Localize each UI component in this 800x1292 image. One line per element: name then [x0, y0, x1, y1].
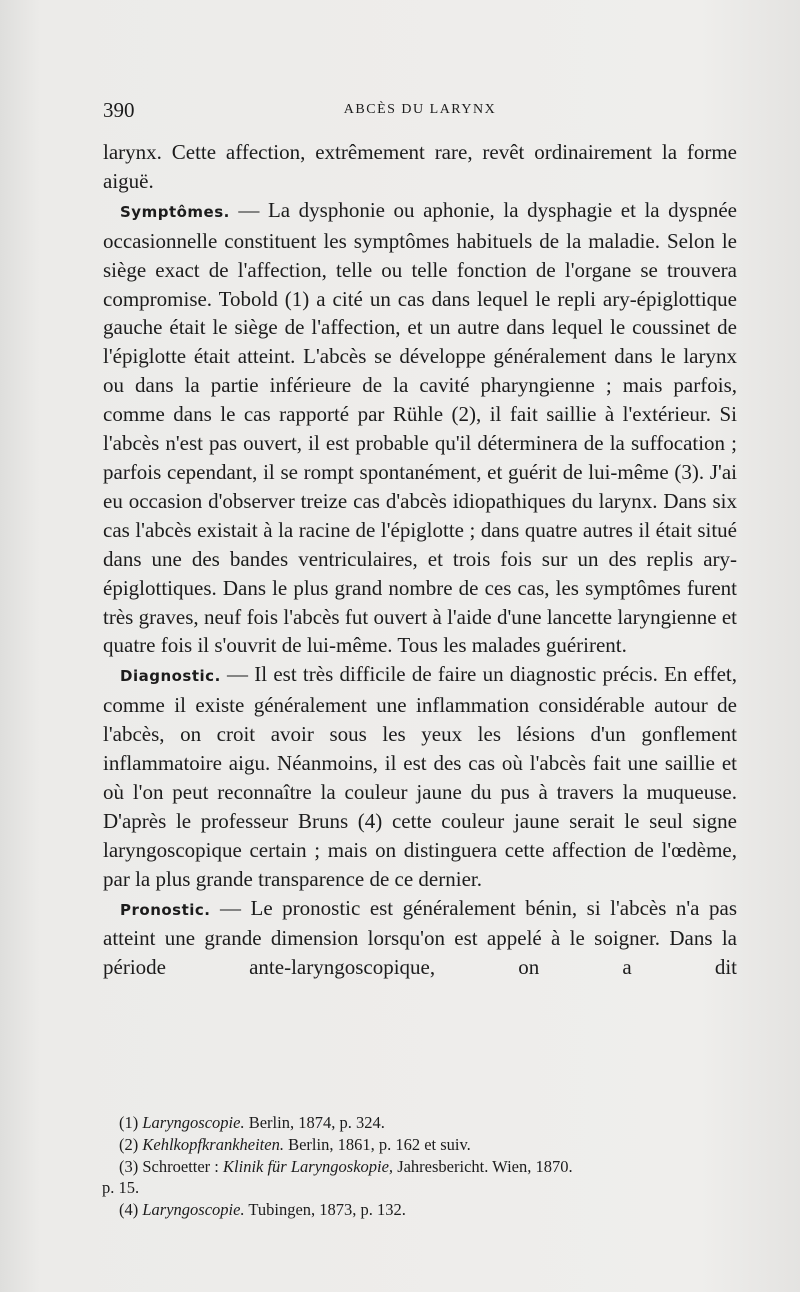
footnote-marker: (3): [119, 1156, 139, 1176]
footnote-details: Tubingen, 1873, p. 132.: [244, 1200, 406, 1220]
paragraph-intro: [103, 138, 737, 196]
footnote-title: Laryngoscopie.: [142, 1200, 245, 1220]
footnote-2: [119, 1134, 737, 1156]
paragraph-symptomes: [103, 196, 737, 661]
footnote-continuation: p. 15.: [102, 1178, 140, 1198]
footnote-marker: (2): [119, 1134, 139, 1154]
running-head: ABCÈS DU LARYNX: [343, 102, 497, 117]
paragraph-text: — Le pronostic est généralement bénin, si l'abcès n'a pas atteint une grande dimension lorsqu'on est appelé à le soigner. Dans la période ante-laryngoscopique, on a dit: [103, 895, 737, 980]
paragraph-text: — Il est très difficile de faire un diagnostic précis. En effet, comme il existe généralement une inflammation considérable autour de l'abcès, on croit avoir sous les yeux les lésions d'un gonflement inflammatoire aigu. Néanmoins, il est des cas où l'abcès fait une saillie et où l'on peut reconnaître la couleur jaune du pus à travers la muqueuse. D'après le professeur Bruns (4) cette couleur jaune serait le seul signe laryngoscopique certain ; mais on distinguera cette affection de l'œdème, par la plus grande transparence de ce dernier.: [103, 662, 737, 891]
footnote-details: Berlin, 1874, p. 324.: [244, 1113, 385, 1132]
paragraph-text: larynx. Cette affection, extrêmement rare, revêt ordinairement la forme aiguë.: [103, 140, 737, 193]
footnote-author: Schroetter :: [138, 1156, 224, 1176]
footnote-3: [102, 1156, 737, 1200]
footnote-title: Klinik für Laryngoskopie,: [223, 1156, 394, 1176]
footnote-1: [119, 1112, 737, 1134]
page-number: 390: [103, 98, 135, 122]
main-text: [103, 138, 737, 982]
footnote-title: Laryngoscopie.: [142, 1113, 245, 1132]
footnote-details: Berlin, 1861, p. 162 et suiv.: [283, 1134, 471, 1154]
paragraph-text: — La dysphonie ou aphonie, la dysphagie et la dyspnée occasionnelle constituent les symptômes habituels de la maladie. Selon le siège exact de l'affection, telle ou telle fonction de l'organe se trouvera compromise. Tobold (1) a cité un cas dans lequel le repli ary-épiglottique gauche était le siège de l'affection, et un autre dans lequel le coussinet de l'épiglotte était atteint. L'abcès se développe généralement dans le larynx ou dans la partie inférieure de la cavité pharyngienne ; mais parfois, comme dans le cas rapporté par Rühle (2), il fait saillie à l'extérieur. Si l'abcès n'est pas ouvert, il est probable qu'il déterminera de la suffocation ; parfois cependant, il se rompt spontanément, et guérit de lui-même (3). J'ai eu occasion d'observer treize cas d'abcès idiopathiques du larynx. Dans six cas l'abcès existait à la racine de l'épiglotte ; dans quatre autres il était situé dans une des bandes ventriculaires, et trois fois sur un des replis ary-épiglottiques. Dans le plus grand nombre de ces cas, les symptômes furent très graves, neuf fois l'abcès fut ouvert à l'aide d'une lancette laryngienne et quatre fois il s'ouvrit de lui-même. Tous les malades guérirent.: [103, 197, 737, 658]
footnote-details: Jahresbericht. Wien, 1870.: [393, 1156, 573, 1176]
page-header: [103, 98, 737, 124]
footnotes: [102, 1112, 737, 1221]
footnote-title: Kehlkopfkrankheiten.: [142, 1134, 284, 1154]
paragraph-pronostic: [103, 894, 737, 983]
footnote-marker: (4): [119, 1200, 139, 1220]
footnote-marker: (1): [119, 1113, 139, 1132]
section-keyword-pronostic: Pronostic.: [120, 900, 211, 919]
paragraph-diagnostic: [103, 660, 737, 893]
footnote-4: [119, 1199, 737, 1221]
section-keyword-diagnostic: Diagnostic.: [120, 667, 221, 686]
section-keyword-symptomes: Symptômes.: [120, 202, 230, 221]
